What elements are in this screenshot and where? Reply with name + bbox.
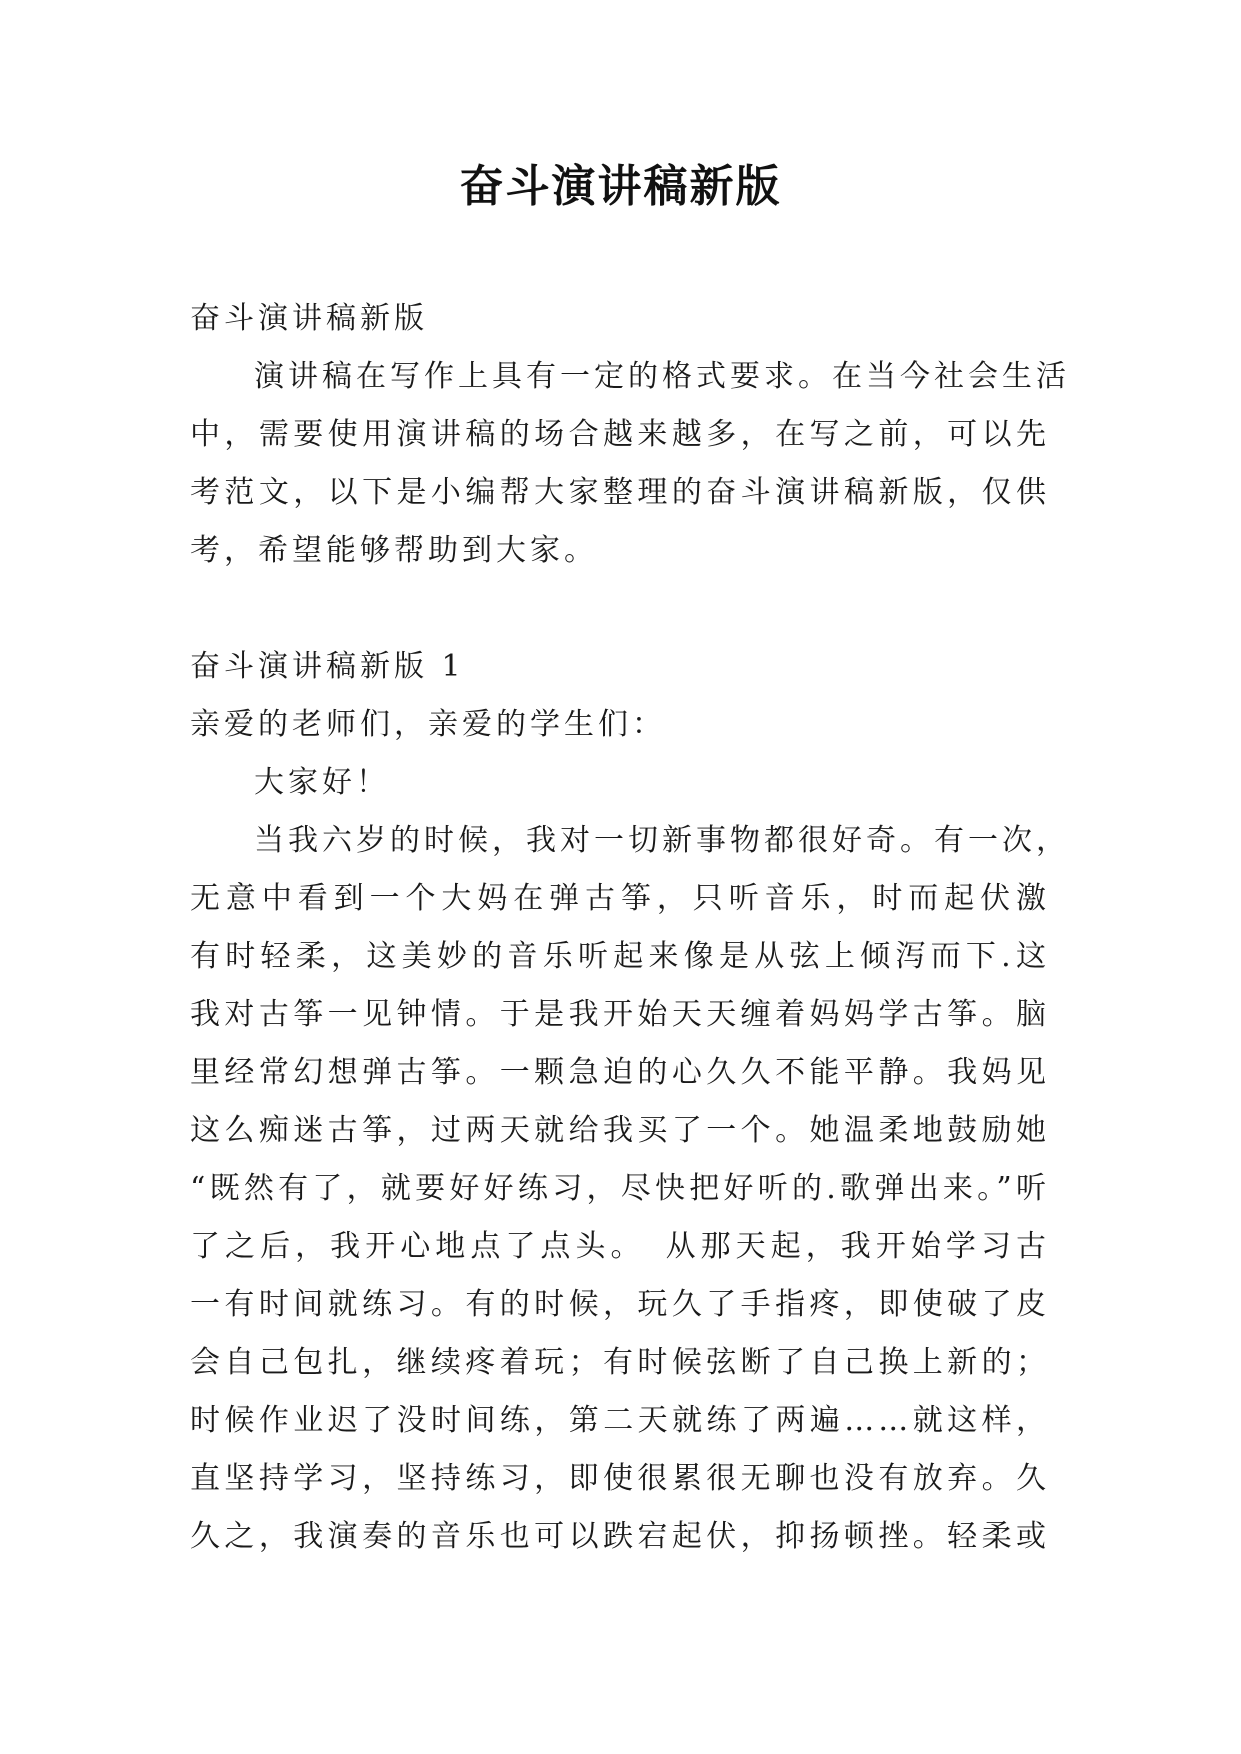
body-line: 时候作业迟了没时间练，第二天就练了两遍……就这样， [190, 1403, 1050, 1438]
body-line: 会自己包扎，继续疼着玩；有时候弦断了自己换上新的； [190, 1345, 1050, 1380]
body-line: 里经常幻想弹古筝。一颗急迫的心久久不能平静。我妈见 [190, 1055, 1050, 1090]
intro-line: 中，需要使用演讲稿的场合越来越多，在写之前，可以先 [190, 417, 1050, 452]
body-line: “既然有了，就要好好练习，尽快把好听的.歌弹出来。”听 [190, 1171, 1050, 1206]
body-line: 了之后，我开心地点了点头。 从那天起，我开始学习古 [190, 1229, 1050, 1264]
body-line: 无意中看到一个大妈在弹古筝，只听音乐，时而起伏激 [190, 881, 1050, 916]
section-heading: 奋斗演讲稿新版 1 [190, 649, 465, 684]
greeting: 大家好！ [254, 765, 390, 800]
body-line: 久之，我演奏的音乐也可以跌宕起伏，抑扬顿挫。轻柔或 [190, 1519, 1050, 1554]
body-line: 直坚持学习，坚持练习，即使很累很无聊也没有放弃。久 [190, 1461, 1050, 1496]
paragraph-spacer [190, 580, 1050, 638]
salutation: 亲爱的老师们，亲爱的学生们： [190, 707, 666, 742]
body-line: 有时轻柔，这美妙的音乐听起来像是从弦上倾泻而下.这 [190, 939, 1050, 974]
intro-line: 演讲稿在写作上具有一定的格式要求。在当今社会生活 [254, 359, 1070, 394]
body-line: 当我六岁的时候，我对一切新事物都很好奇。有一次， [254, 823, 1070, 858]
document-body [190, 290, 1070, 1566]
document-title: 奋斗演讲稿新版 [459, 161, 782, 212]
document-subtitle: 奋斗演讲稿新版 [190, 301, 428, 336]
intro-line: 考，希望能够帮助到大家。 [190, 533, 598, 568]
body-line: 一有时间就练习。有的时候，玩久了手指疼，即使破了皮 [190, 1287, 1050, 1322]
intro-line: 考范文，以下是小编帮大家整理的奋斗演讲稿新版，仅供 [190, 475, 1050, 510]
body-line: 我对古筝一见钟情。于是我开始天天缠着妈妈学古筝。脑 [190, 997, 1050, 1032]
body-line: 这么痴迷古筝，过两天就给我买了一个。她温柔地鼓励她 [190, 1113, 1050, 1148]
